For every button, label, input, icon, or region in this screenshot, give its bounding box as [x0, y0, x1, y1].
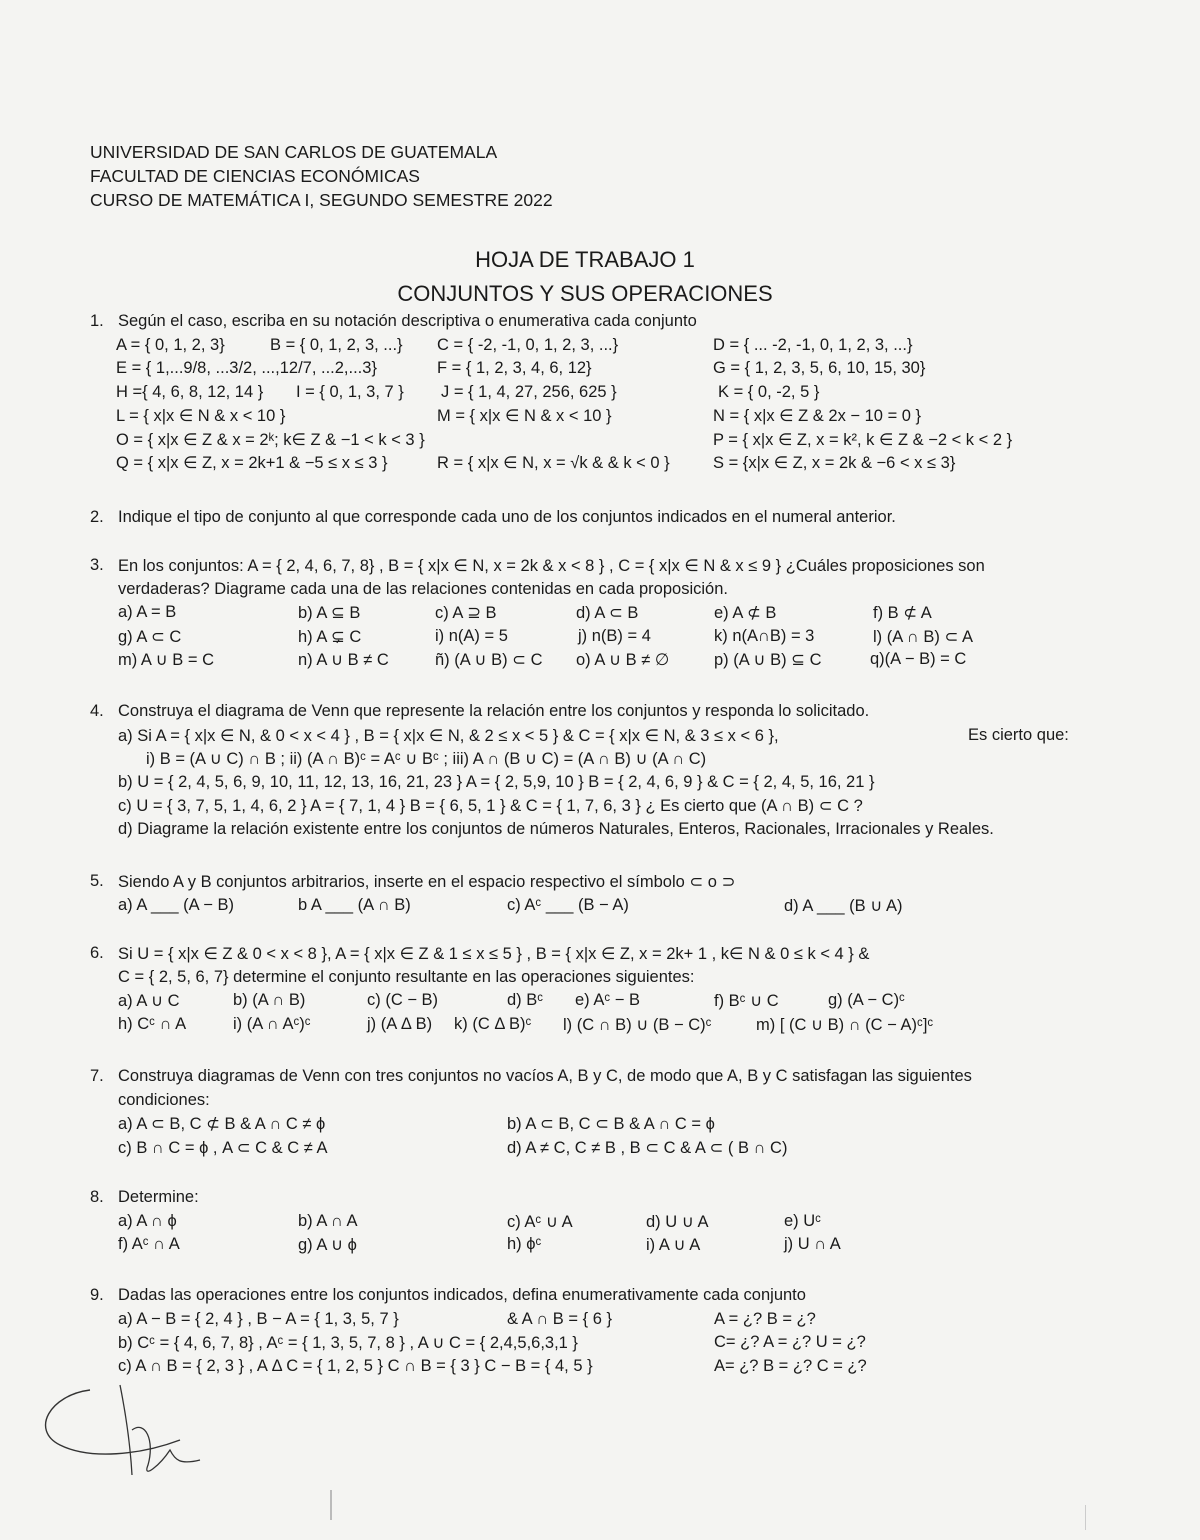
find-sets: A = ¿? B = ¿? — [714, 1309, 816, 1328]
proposition: b) A ⊆ B — [298, 604, 361, 622]
proposition: n) A ∪ B ≠ C — [298, 651, 389, 669]
find-sets: A= ¿? B = ¿? C = ¿? — [714, 1356, 867, 1375]
find-sets: C= ¿? A = ¿? U = ¿? — [714, 1333, 866, 1351]
determine-item: b) A ∩ A — [298, 1211, 358, 1230]
question-number: 4. — [90, 702, 104, 720]
proposition: f) B ⊄ A — [873, 604, 932, 622]
worksheet-subtitle: CONJUNTOS Y SUS OPERACIONES — [397, 281, 773, 306]
question-text: condiciones: — [118, 1090, 210, 1109]
proposition: q)(A − B) = C — [870, 650, 967, 668]
course-name: CURSO DE MATEMÁTICA I, SEGUNDO SEMESTRE 2022 — [90, 190, 553, 210]
question-number: 2. — [90, 508, 104, 526]
determine-item: c) Aᶜ ∪ A — [507, 1212, 573, 1231]
signature-scribble — [30, 1370, 230, 1490]
set-item: H ={ 4, 6, 8, 12, 14 } — [116, 382, 264, 401]
set-item: C = { -2, -1, 0, 1, 2, 3, ...} — [437, 335, 619, 354]
question-9 — [90, 1286, 1090, 1380]
question-number: 5. — [90, 872, 104, 890]
question-text: Según el caso, escriba en su notación descriptiva o enumerativa cada conjunto — [118, 312, 697, 330]
question-1 — [90, 312, 1090, 477]
question-text: Construya diagramas de Venn con tres conjuntos no vacíos A, B y C, de modo que A, B y C satisfagan las siguientes — [118, 1067, 972, 1085]
given-operations: c) A ∩ B = { 2, 3 } , A Δ C = { 1, 2, 5 } C ∩ B = { 3 } C − B = { 4, 5 } — [118, 1356, 593, 1375]
proposition: i) n(A) = 5 — [435, 626, 508, 645]
fill-item: b A ___ (A ∩ B) — [298, 895, 411, 914]
set-item: R = { x|x ∈ N, x = √k & & k < 0 } — [437, 454, 670, 472]
set-item: F = { 1, 2, 3, 4, 6, 12} — [437, 359, 592, 377]
proposition: m) A ∪ B = C — [118, 651, 214, 669]
question-number: 8. — [90, 1188, 104, 1206]
given-operations: b) Cᶜ = { 4, 6, 7, 8} , Aᶜ = { 1, 3, 5, 7, 8 } , A ∪ C = { 2,4,5,6,3,1 } — [118, 1334, 578, 1352]
subitem-d: d) Diagrame la relación existente entre los conjuntos de números Naturales, Enteros, Racionales, Irracionales y Reales. — [118, 819, 994, 838]
question-number: 3. — [90, 556, 104, 574]
operation: k) (C Δ B)ᶜ — [454, 1014, 532, 1033]
set-item: J = { 1, 4, 27, 256, 625 } — [441, 382, 617, 401]
question-text: Si U = { x|x ∈ Z & 0 < x < 8 }, A = { x|x ∈ Z & 1 ≤ x ≤ 5 } , B = { x|x ∈ Z, x = 2k+ 1 , k∈ N & 0 ≤ k < 4 } & — [118, 945, 870, 963]
set-item: D = { ... -2, -1, 0, 1, 2, 3, ...} — [713, 335, 913, 354]
question-text: En los conjuntos: A = { 2, 4, 6, 7, 8} , B = { x|x ∈ N, x = 2k & x < 8 } , C = { x|x ∈ N & x ≤ 9 } ¿Cuáles proposiciones son — [118, 557, 985, 575]
operation: c) (C − B) — [367, 991, 439, 1009]
question-number: 9. — [90, 1286, 104, 1304]
set-item: N = { x|x ∈ Z & 2x − 10 = 0 } — [713, 407, 922, 425]
question-text: Dadas las operaciones entre los conjuntos indicados, defina enumerativamente cada conjunto — [118, 1286, 806, 1304]
set-item: L = { x|x ∈ N & x < 10 } — [116, 407, 286, 425]
set-item: E = { 1,...9/8, ...3/2, ...,12/7, ...2,...3} — [116, 359, 377, 377]
faculty-name: FACULTAD DE CIENCIAS ECONÓMICAS — [90, 166, 420, 186]
question-number: 6. — [90, 944, 104, 962]
question-text: Siendo A y B conjuntos arbitrarios, inserte en el espacio respectivo el símbolo ⊂ o ⊃ — [118, 873, 736, 891]
question-text: Determine: — [118, 1188, 199, 1206]
question-number: 1. — [90, 312, 104, 330]
operation: i) (A ∩ Aᶜ)ᶜ — [233, 1014, 311, 1033]
set-item: A = { 0, 1, 2, 3} — [116, 335, 225, 354]
subitem-a-statements: i) B = (A ∪ C) ∩ B ; ii) (A ∩ B)ᶜ = Aᶜ ∪ Bᶜ ; iii) A ∩ (B ∪ C) = (A ∩ B) ∪ (A ∩ C) — [146, 750, 707, 768]
question-text: C = { 2, 5, 6, 7} determine el conjunto resultante en las operaciones siguientes: — [118, 967, 695, 986]
operation: j) (A Δ B) — [367, 1014, 433, 1033]
proposition: h) A ⊊ C — [298, 627, 362, 646]
operation: d) Bᶜ — [507, 991, 544, 1009]
scan-mark — [330, 1490, 332, 1520]
set-item: O = { x|x ∈ Z & x = 2ᵏ; k∈ Z & −1 < k < 3 } — [116, 430, 425, 449]
proposition: a) A = B — [118, 603, 177, 621]
proposition: d) A ⊂ B — [576, 604, 639, 622]
condition: c) B ∩ C = ϕ , A ⊂ C & C ≠ A — [118, 1138, 328, 1157]
proposition: ñ) (A ∪ B) ⊂ C — [435, 651, 543, 669]
operation: a) A ∪ C — [118, 992, 180, 1010]
question-5 — [90, 872, 1090, 919]
question-2 — [90, 508, 1090, 532]
set-item: S = {x|x ∈ Z, x = 2k & −6 < x ≤ 3} — [713, 454, 956, 472]
subitem-b: b) U = { 2, 4, 5, 6, 9, 10, 11, 12, 13, 16, 21, 23 } A = { 2, 5,9, 10 } B = { 2, 4, 6, 9 } & C = { 2, 4, 5, 16, 21 } — [118, 772, 875, 791]
question-6 — [90, 944, 1090, 1038]
determine-item: a) A ∩ ϕ — [118, 1211, 177, 1230]
question-3 — [90, 556, 1090, 674]
proposition: g) A ⊂ C — [118, 627, 182, 646]
proposition: k) n(A∩B) = 3 — [714, 626, 815, 645]
condition: b) A ⊂ B, C ⊂ B & A ∩ C = ϕ — [507, 1115, 715, 1133]
given-operations: & A ∩ B = { 6 } — [507, 1309, 612, 1328]
operation: m) [ (C ∪ B) ∩ (C − A)ᶜ]ᶜ — [756, 1015, 934, 1034]
set-item: P = { x|x ∈ Z, x = k², k ∈ Z & −2 < k < 2 } — [713, 430, 1013, 449]
proposition: c) A ⊇ B — [435, 604, 497, 622]
worksheet-title: HOJA DE TRABAJO 1 — [475, 247, 695, 272]
question-text: verdaderas? Diagrame cada una de las relaciones contenidas en cada proposición. — [118, 579, 728, 598]
operation: l) (C ∩ B) ∪ (B − C)ᶜ — [563, 1015, 712, 1034]
question-7 — [90, 1067, 1090, 1161]
determine-item: g) A ∪ ϕ — [298, 1236, 357, 1254]
determine-item: h) ϕᶜ — [507, 1235, 542, 1253]
set-item: M = { x|x ∈ N & x < 10 } — [437, 407, 612, 425]
operation: f) Bᶜ ∪ C — [714, 992, 779, 1010]
fill-item: d) A ___ (B ∪ A) — [784, 896, 903, 915]
operation: e) Aᶜ − B — [575, 991, 641, 1009]
determine-item: d) U ∪ A — [646, 1212, 709, 1231]
scan-mark — [1085, 1505, 1086, 1530]
subitem-a-question: Es cierto que: — [968, 725, 1069, 744]
operation: b) (A ∩ B) — [233, 991, 306, 1009]
set-item: K = { 0, -2, 5 } — [718, 382, 820, 401]
condition: a) A ⊂ B, C ⊄ B & A ∩ C ≠ ϕ — [118, 1115, 326, 1133]
given-operations: a) A − B = { 2, 4 } , B − A = { 1, 3, 5, 7 } — [118, 1309, 399, 1328]
determine-item: f) Aᶜ ∩ A — [118, 1235, 180, 1253]
set-item: G = { 1, 2, 3, 5, 6, 10, 15, 30} — [713, 359, 926, 377]
set-item: B = { 0, 1, 2, 3, ...} — [270, 335, 403, 354]
fill-item: a) A ___ (A − B) — [118, 895, 235, 914]
set-item: Q = { x|x ∈ Z, x = 2k+1 & −5 ≤ x ≤ 3 } — [116, 454, 388, 472]
operation: g) (A − C)ᶜ — [828, 991, 905, 1009]
university-name: UNIVERSIDAD DE SAN CARLOS DE GUATEMALA — [90, 142, 498, 162]
proposition: e) A ⊄ B — [714, 604, 777, 622]
proposition: p) (A ∪ B) ⊆ C — [714, 651, 822, 669]
set-item: I = { 0, 1, 3, 7 } — [296, 382, 404, 401]
determine-item: e) Uᶜ — [784, 1211, 822, 1230]
determine-item: j) U ∩ A — [784, 1235, 841, 1253]
determine-item: i) A ∪ A — [646, 1236, 701, 1254]
proposition: j) n(B) = 4 — [578, 626, 651, 645]
question-4 — [90, 702, 1090, 843]
proposition: l) (A ∩ B) ⊂ A — [873, 627, 973, 646]
question-number: 7. — [90, 1067, 104, 1085]
operation: h) Cᶜ ∩ A — [118, 1014, 187, 1033]
proposition: o) A ∪ B ≠ ∅ — [576, 651, 670, 669]
condition: d) A ≠ C, C ≠ B , B ⊂ C & A ⊂ ( B ∩ C) — [507, 1138, 788, 1157]
question-8 — [90, 1188, 1090, 1259]
document-header — [90, 140, 553, 212]
question-text: Indique el tipo de conjunto al que corresponde cada uno de los conjuntos indicados en el numeral anterior. — [118, 508, 896, 526]
question-text: Construya el diagrama de Venn que represente la relación entre los conjuntos y responda lo solicitado. — [118, 702, 870, 720]
subitem-c: c) U = { 3, 7, 5, 1, 4, 6, 2 } A = { 7, 1, 4 } B = { 6, 5, 1 } & C = { 1, 7, 6, 3 } ¿ Es cierto que (A ∩ B) ⊂ C ? — [118, 797, 863, 815]
fill-item: c) Aᶜ ___ (B − A) — [507, 895, 629, 914]
subitem-a: a) Si A = { x|x ∈ N, & 0 < x < 4 } , B = { x|x ∈ N, & 2 ≤ x < 5 } & C = { x|x ∈ N, & 3 ≤ x < 6 }, — [118, 726, 779, 745]
